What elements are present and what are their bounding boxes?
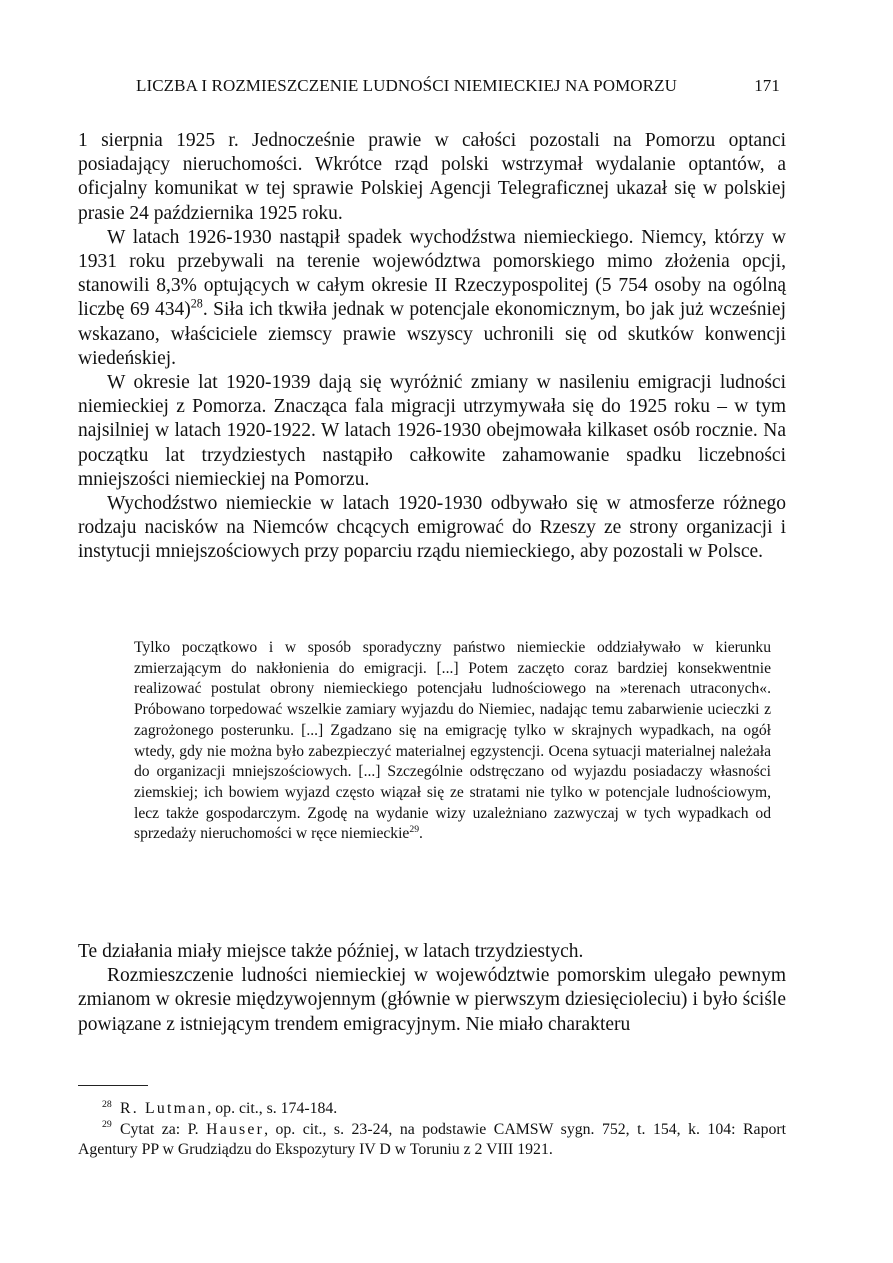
page-number: 171 <box>754 76 780 95</box>
quote-text: Tylko początkowo i w sposób sporadyczny państwo niemieckie oddziaływało w kierunku zmierzającym do nakłonienia do emigracji. [...] Potem zaczęto coraz bardziej konsekwentnie realizować postulat obrony niemieckiego potencjału ludnościowego na »terenach utraconych«. Próbowano torpedować wszelkie zamiary wyjazdu do Niemiec, nadając temu zabarwienie ucieczki z zagrożonego posterunku. [...] Zgadzano się na emigrację tylko w skrajnych wypadkach, na ogół wtedy, gdy nie można było zabezpieczyć materialnej egzystencji. Ocena sytuacji materialnej należała do organizacji mniejszościowych. [...] Szczególnie odstręczano od wyjazdu posiadaczy własności ziemskiej; ich bowiem wyjazd często wiązał się ze stratami nie tylko w potencjale ludnościowym, lecz także gospodarczym. Zgodę na wydanie wizy uzależniano zazwyczaj w tych wypadkach od sprzedaży nieruchomości w ręce niemieckie <box>134 639 771 843</box>
paragraph-5: Te działania miały miejsce także później, w latach trzydziestych. <box>78 941 584 962</box>
continuation-text <box>78 940 786 1037</box>
quote-paragraph <box>134 638 771 845</box>
footnote-ref-28: 28 <box>190 296 203 311</box>
footnote-separator <box>78 1085 148 1086</box>
running-head-title: LICZBA I ROZMIESZCZENIE LUDNOŚCI NIEMIECKIEJ NA POMORZU <box>136 76 677 95</box>
footnote-28: $^{28}$ R. Lutman, op. cit., s. 174-184. <box>102 1098 338 1117</box>
footnote-author: Hauser <box>206 1120 265 1138</box>
block-quote <box>134 638 771 845</box>
paragraph-4: Wychodźstwo niemieckie w latach 1920-1930 odbywało się w atmosferze różnego rodzaju nacisków na Niemców chcących emigrować do Rzeszy ze strony organizacji i instytucji mniejszościowych przy poparciu rządu niemieckiego, aby pozostali w Polsce. <box>78 493 786 563</box>
footnote-text: , op. cit., s. 174-184. <box>207 1100 338 1117</box>
paragraph-2-text-b: . Siła ich tkwiła jednak w potencjale ekonomicznym, bo jak już wcześniej wskazano, właściciele ziemscy prawie wszyscy uchronili się od skutków konwencji wiedeńskiej. <box>78 299 787 369</box>
running-head <box>78 76 786 100</box>
footnote-text: , op. cit., s. 23-24, na podstawie CAMSW sygn. 752, t. 154, k. 104: Raport Agentury PP w Grudziądzu do Ekspozytury IV D w Toruniu z 2 VIII 1921. <box>78 1120 787 1159</box>
paragraph-1: 1 sierpnia 1925 r. Jednocześnie prawie w całości pozostali na Pomorzu optanci posiadający nieruchomości. Wkrótce rząd polski wstrzymał wydalanie optantów, a oficjalny komunikat w tej sprawie Polskiej Agencji Telegraficznej ukazał się w polskiej prasie 24 października 1925 roku. <box>78 130 786 224</box>
footnote-29: $^{29}$ Cytat za: P. Hauser, op. cit., s. 23-24, na podstawie CAMSW sygn. 752, t. 154, k. 104: Raport Agentury PP w Grudziądzu do Ekspozytury IV D w Toruniu z 2 VIII 1921. <box>78 1119 787 1159</box>
quote-end: . <box>419 825 423 843</box>
footnote-prefix: Cytat za: P. <box>120 1120 207 1138</box>
paragraph-6: Rozmieszczenie ludności niemieckiej w województwie pomorskim ulegało pewnym zmianom w okresie międzywojennym (głównie w pierwszym dziesięcioleciu) i było ściśle powiązane z istniejącym trendem emigracyjnym. Nie miało charakteru <box>78 965 786 1035</box>
paragraph-3: W okresie lat 1920-1939 dają się wyróżnić zmiany w nasileniu emigracji ludności niemieckiej z Pomorza. Znacząca fala migracji utrzymywała się do 1925 roku – w tym najsilniej w latach 1920-1922. W latach 1926-1930 obejmowała kilkaset osób rocznie. Na początku lat trzydziestych nastąpiło całkowite zahamowanie spadku liczebności mniejszości niemieckiej na Pomorzu. <box>78 372 786 490</box>
footnotes <box>78 1099 786 1161</box>
paragraph-2 <box>78 226 786 371</box>
main-text <box>78 129 786 565</box>
paragraph-2-text-a: W latach 1926-1930 nastąpił spadek wychodźstwa niemieckiego. Niemcy, którzy w 1931 roku przebywali na terenie województwa pomorskiego mimo złożenia opcji, stanowili 8,3% optujących w całym okresie II Rzeczypospolitej (5 754 osoby na ogólną liczbę 69 434) <box>78 226 786 321</box>
footnote-author: R. Lutman <box>120 1100 208 1117</box>
footnote-ref-29: 29 <box>409 824 420 836</box>
